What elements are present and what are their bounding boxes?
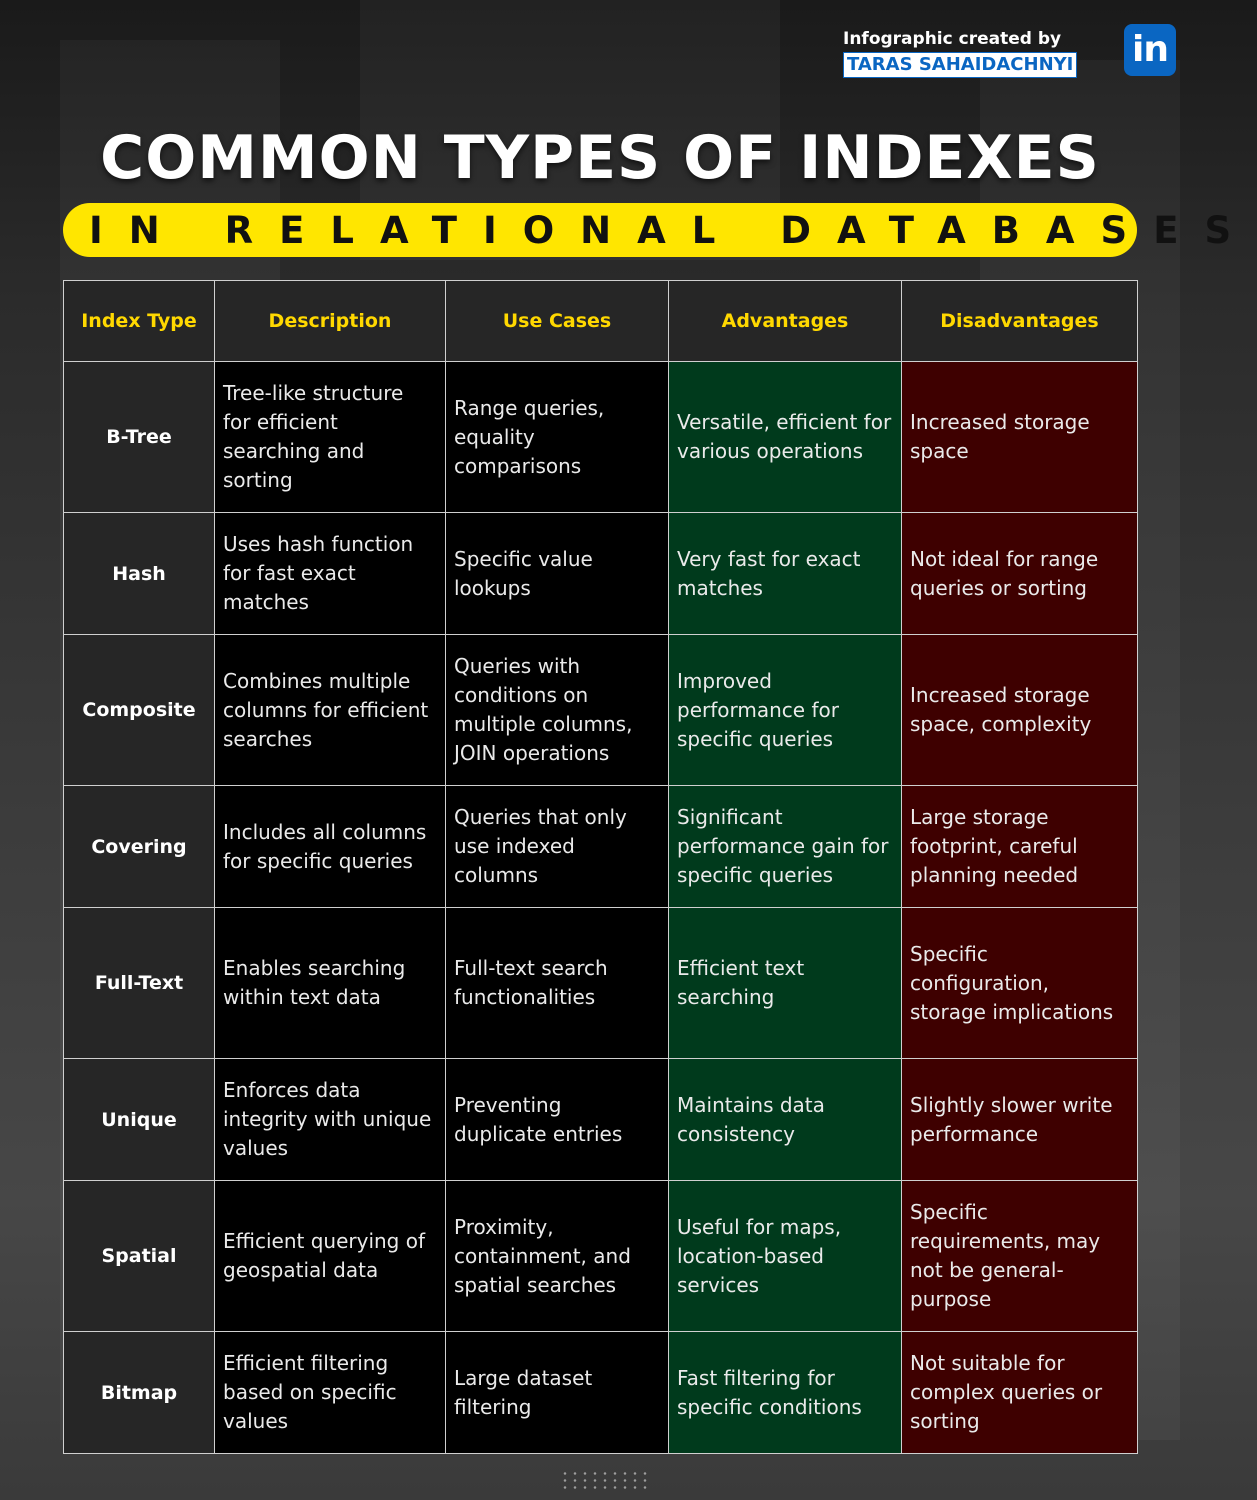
page-title: COMMON TYPES OF INDEXES	[100, 123, 1100, 193]
cell-use-cases: Large dataset filtering	[446, 1332, 669, 1454]
cell-index-type: Hash	[64, 513, 215, 635]
cell-use-cases: Queries with conditions on multiple columns, JOIN operations	[446, 635, 669, 786]
cell-advantages: Versatile, efficient for various operations	[669, 362, 902, 513]
cell-advantages: Very fast for exact matches	[669, 513, 902, 635]
cell-index-type: Covering	[64, 786, 215, 908]
cell-description: Combines multiple columns for efficient searches	[215, 635, 446, 786]
cell-disadvantages: Not ideal for range queries or sorting	[902, 513, 1138, 635]
header-use-cases: Use Cases	[446, 281, 669, 362]
table-row	[64, 635, 1138, 786]
cell-description: Enforces data integrity with unique values	[215, 1059, 446, 1181]
cell-use-cases: Queries that only use indexed columns	[446, 786, 669, 908]
cell-description: Efficient querying of geospatial data	[215, 1181, 446, 1332]
cell-use-cases: Proximity, containment, and spatial searches	[446, 1181, 669, 1332]
cell-description: Uses hash function for fast exact matches	[215, 513, 446, 635]
index-types-table	[63, 280, 1138, 1454]
cell-disadvantages: Not suitable for complex queries or sorting	[902, 1332, 1138, 1454]
cell-use-cases: Preventing duplicate entries	[446, 1059, 669, 1181]
table-row	[64, 362, 1138, 513]
cell-advantages: Significant performance gain for specific queries	[669, 786, 902, 908]
page-subtitle: IN RELATIONAL DATABASES	[63, 203, 1137, 257]
table-row	[64, 786, 1138, 908]
header-advantages: Advantages	[669, 281, 902, 362]
cell-description: Tree-like structure for efficient searching and sorting	[215, 362, 446, 513]
cell-index-type: Bitmap	[64, 1332, 215, 1454]
cell-use-cases: Full-text search functionalities	[446, 908, 669, 1059]
cell-advantages: Useful for maps, location-based services	[669, 1181, 902, 1332]
cell-disadvantages: Specific configuration, storage implications	[902, 908, 1138, 1059]
cell-disadvantages: Specific requirements, may not be general-purpose	[902, 1181, 1138, 1332]
table-row	[64, 1181, 1138, 1332]
cell-index-type: Full-Text	[64, 908, 215, 1059]
author-name: TARAS SAHAIDACHNYI	[843, 52, 1077, 78]
cell-disadvantages: Slightly slower write performance	[902, 1059, 1138, 1181]
cell-advantages: Maintains data consistency	[669, 1059, 902, 1181]
table-header-row	[64, 281, 1138, 362]
cell-advantages: Fast filtering for specific conditions	[669, 1332, 902, 1454]
cell-description: Efficient filtering based on specific values	[215, 1332, 446, 1454]
cell-index-type: B-Tree	[64, 362, 215, 513]
cell-disadvantages: Increased storage space, complexity	[902, 635, 1138, 786]
header-index-type: Index Type	[64, 281, 215, 362]
cell-disadvantages: Large storage footprint, careful planning needed	[902, 786, 1138, 908]
table-row	[64, 1332, 1138, 1454]
table-row	[64, 1059, 1138, 1181]
cell-description: Enables searching within text data	[215, 908, 446, 1059]
cell-use-cases: Range queries, equality comparisons	[446, 362, 669, 513]
decorative-dots	[560, 1470, 650, 1492]
cell-advantages: Efficient text searching	[669, 908, 902, 1059]
header-disadvantages: Disadvantages	[902, 281, 1138, 362]
header-description: Description	[215, 281, 446, 362]
cell-index-type: Unique	[64, 1059, 215, 1181]
table-row	[64, 513, 1138, 635]
linkedin-icon[interactable]: in	[1124, 24, 1176, 76]
cell-index-type: Composite	[64, 635, 215, 786]
cell-use-cases: Specific value lookups	[446, 513, 669, 635]
table-row	[64, 908, 1138, 1059]
cell-advantages: Improved performance for specific queries	[669, 635, 902, 786]
credit-caption: Infographic created by	[843, 29, 1062, 49]
cell-index-type: Spatial	[64, 1181, 215, 1332]
credit-block	[843, 28, 1115, 78]
cell-disadvantages: Increased storage space	[902, 362, 1138, 513]
cell-description: Includes all columns for specific queries	[215, 786, 446, 908]
